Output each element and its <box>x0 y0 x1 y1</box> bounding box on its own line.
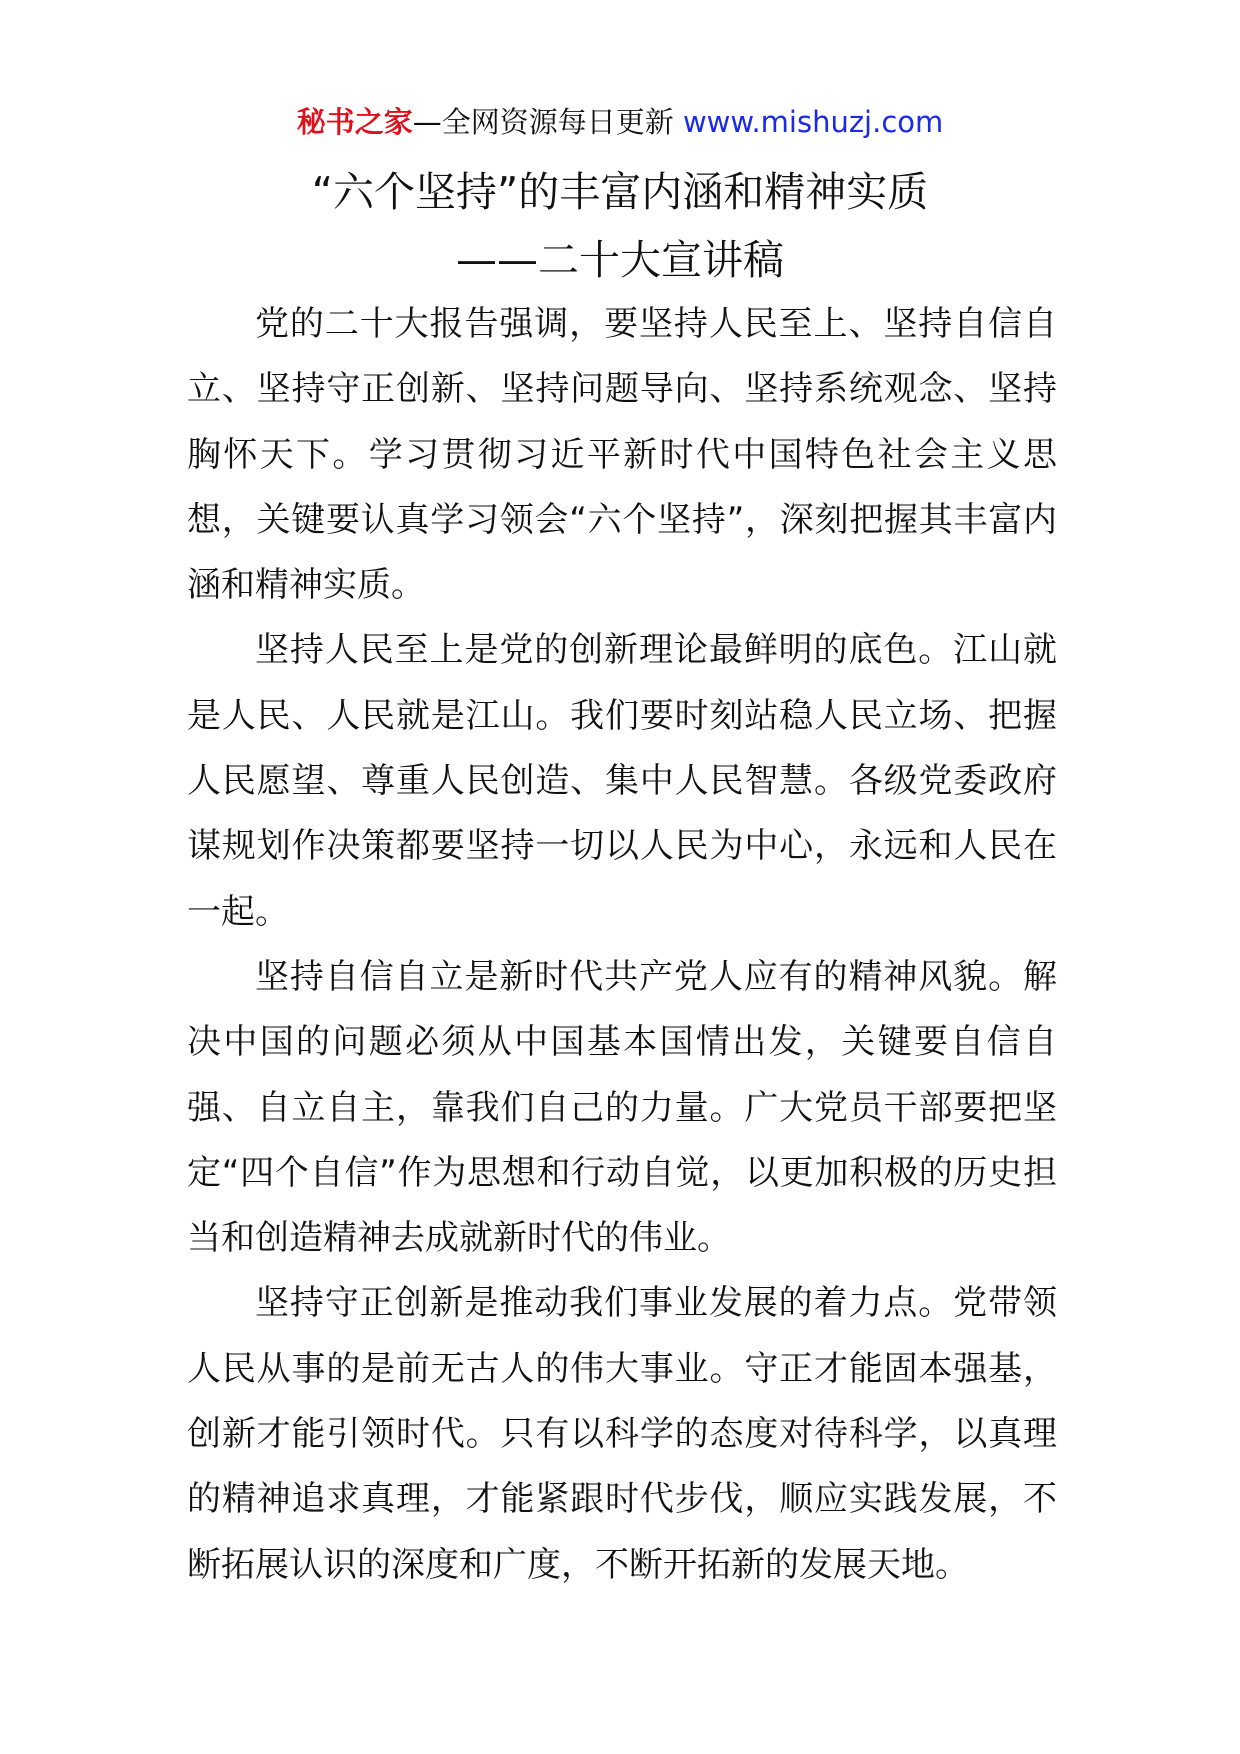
site-banner <box>0 100 1240 144</box>
banner-url-link[interactable]: www.mishuzj.com <box>682 105 944 139</box>
paragraph-innovation: 坚持守正创新是推动我们事业发展的着力点。党带领人民从事的是前无古人的伟大事业。守正才能固本强基，创新才能引领时代。只有以科学的态度对待科学，以真理的精神追求真理，才能紧跟时代步伐，顺应实践发展，不断拓展认识的深度和广度，不断开拓新的发展天地。 <box>187 1283 1057 1585</box>
banner-brand: 秘书之家 <box>296 105 413 139</box>
paragraph-people-first: 坚持人民至上是党的创新理论最鲜明的底色。江山就是人民、人民就是江山。我们要时刻站稳人民立场、把握人民愿望、尊重人民创造、集中人民智慧。各级党委政府谋规划作决策都要坚持一切以人民为中心，永远和人民在一起。 <box>187 630 1057 932</box>
document-body <box>187 292 1057 1598</box>
paragraph-intro: 党的二十大报告强调，要坚持人民至上、坚持自信自立、坚持守正创新、坚持问题导向、坚持系统观念、坚持胸怀天下。学习贯彻习近平新时代中国特色社会主义思想，关键要认真学习领会“六个坚持”，深刻把握其丰富内涵和精神实质。 <box>187 304 1057 606</box>
document-subtitle: ——二十大宣讲稿 <box>456 236 784 284</box>
banner-slogan: —全网资源每日更新 <box>412 105 674 139</box>
document-title: “六个坚持”的丰富内涵和精神实质 <box>311 168 929 216</box>
paragraph-self-confidence: 坚持自信自立是新时代共产党人应有的精神风貌。解决中国的问题必须从中国基本国情出发，关键要自信自强、自立自主，靠我们自己的力量。广大党员干部要把坚定“四个自信”作为思想和行动自觉，以更加积极的历史担当和创造精神去成就新时代的伟业。 <box>187 956 1057 1259</box>
